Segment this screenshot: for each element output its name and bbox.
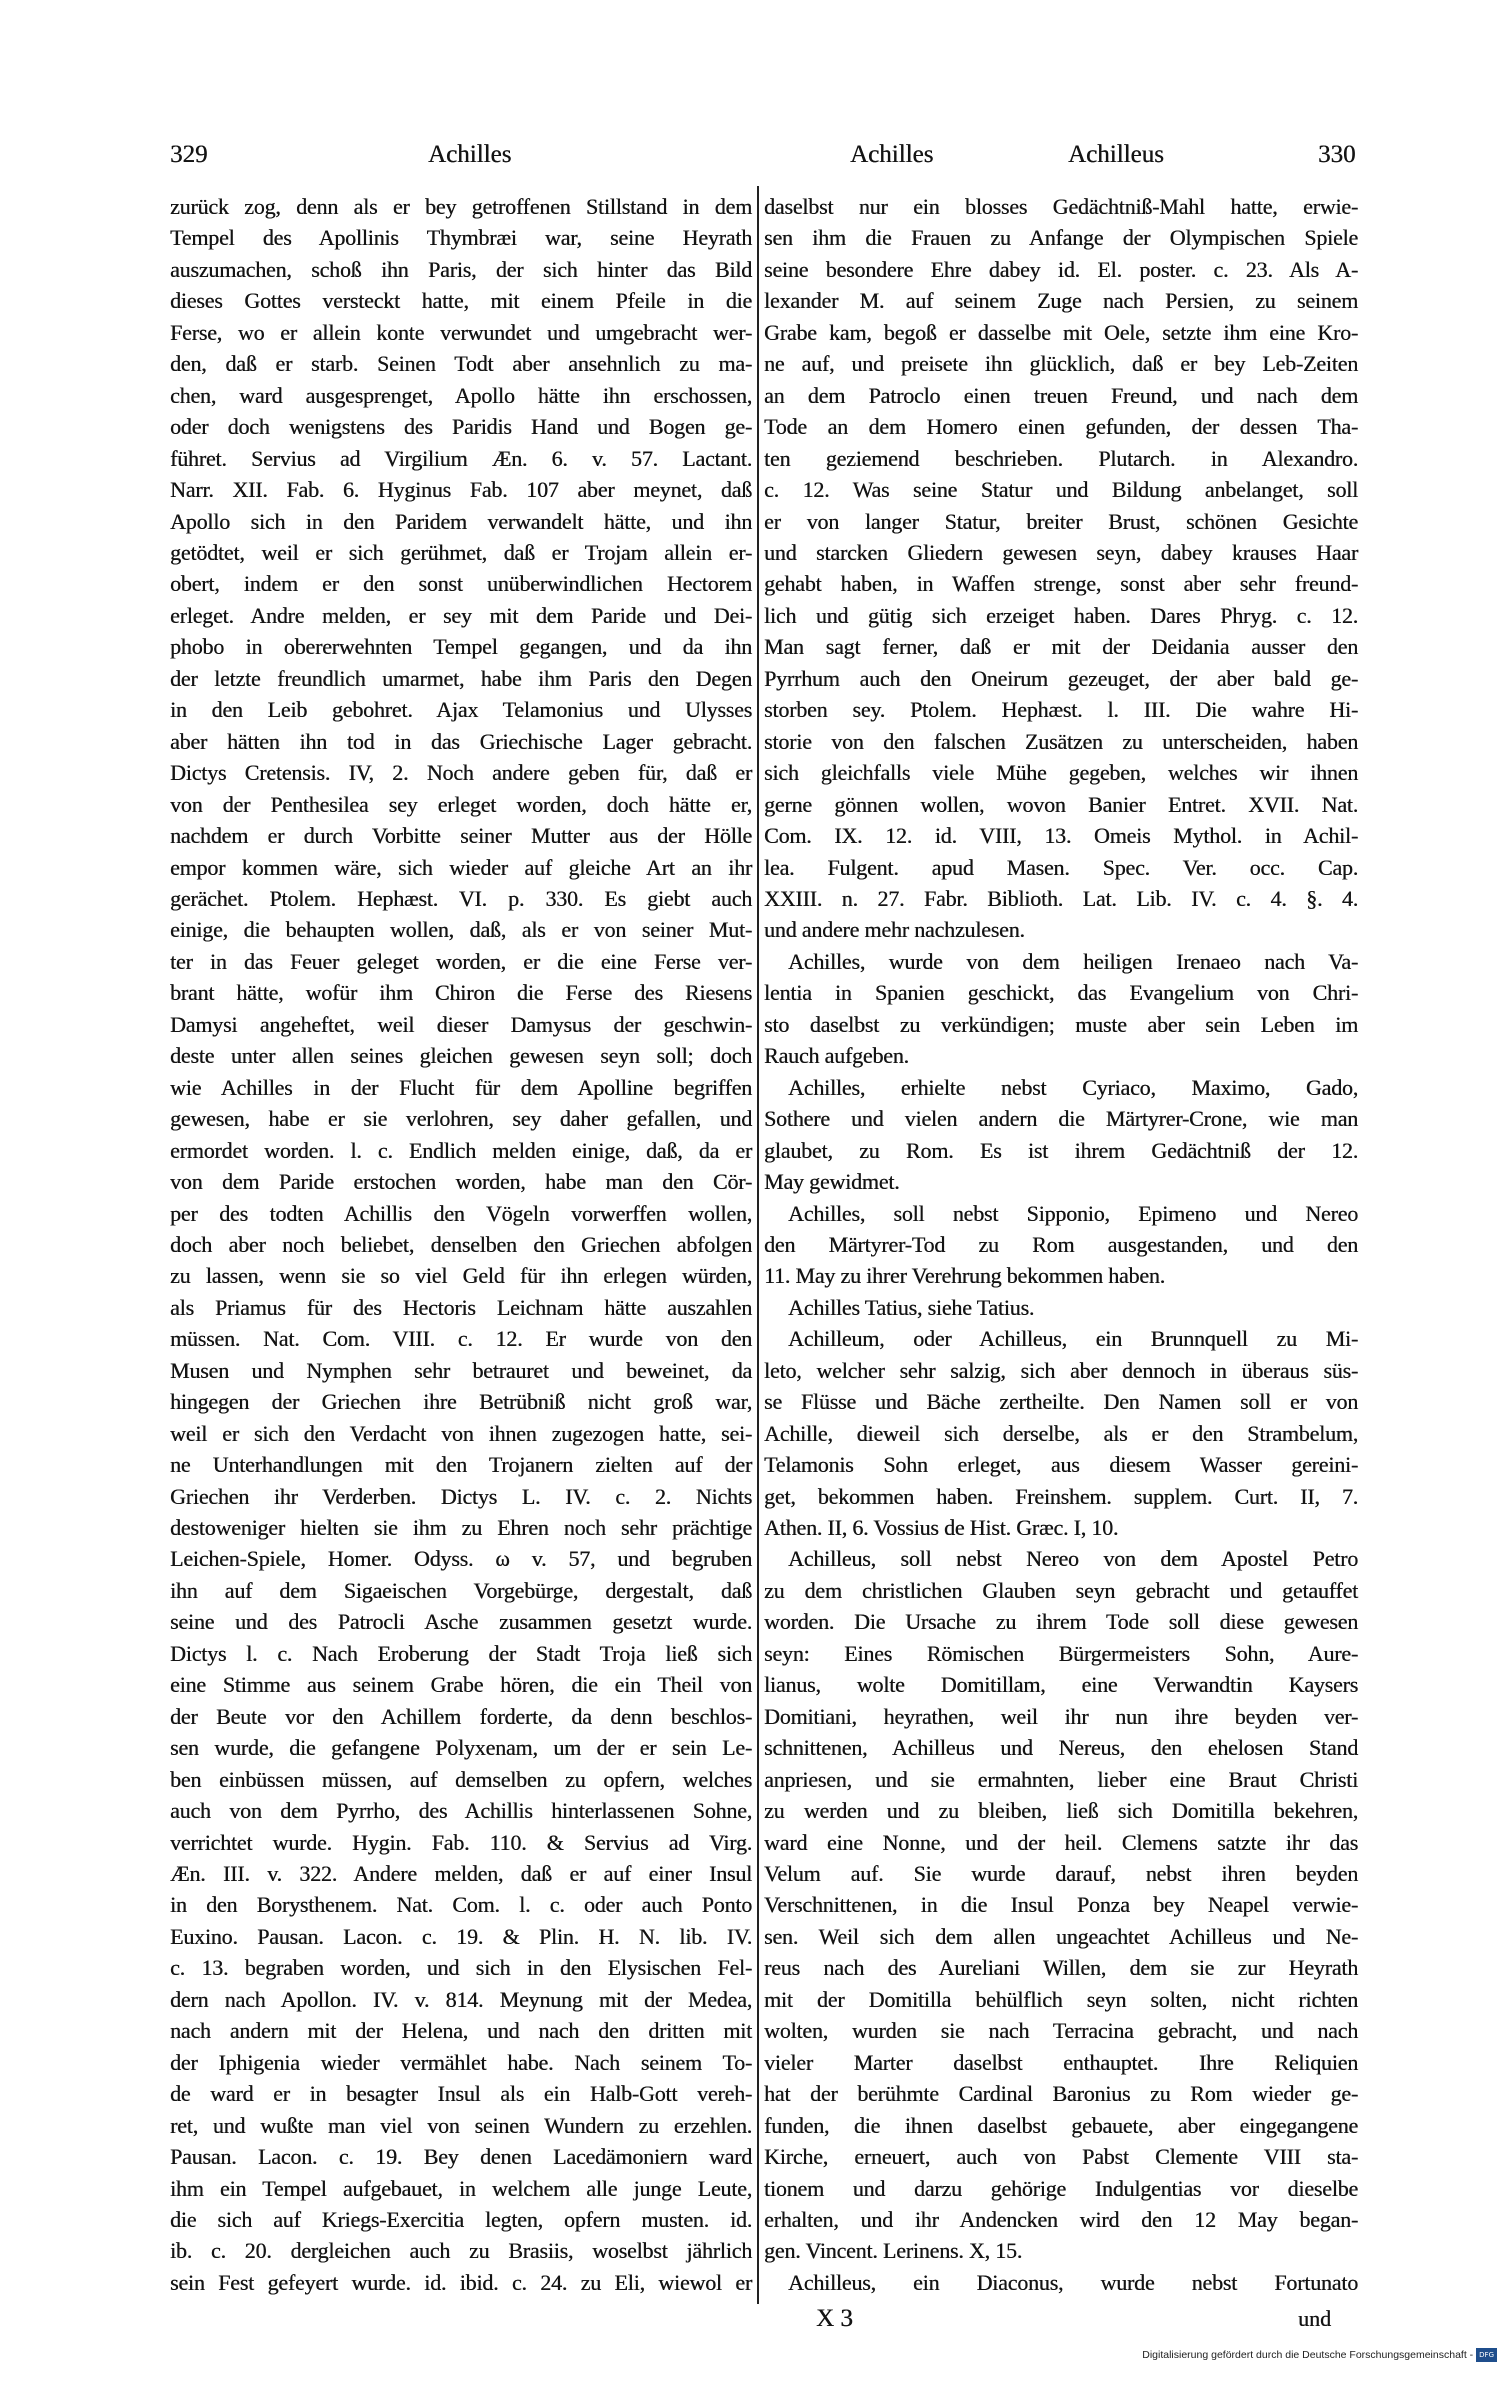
text-line: ib. c. 20. dergleichen auch zu Brasiis, woselbst jährlich [170,2238,752,2264]
entry-first-line: Achilleus, ein Diaconus, wurde nebst Fortunato [788,2269,1358,2295]
text-line: Æn. III. v. 322. Andere melden, daß er auf einer Insul [170,1861,752,1887]
text-line: ten geziemend beschrieben. Plutarch. in Alexandro. [764,445,1358,471]
text-line: c. 13. begraben worden, und sich in den Elysischen Fel- [170,1955,752,1981]
text-line: de ward er in besagter Insul als ein Halb-Gott vereh- [170,2081,752,2107]
text-line: Com. IX. 12. id. VIII, 13. Omeis Mythol. in Achil- [764,823,1358,849]
text-line: c. 12. Was seine Statur und Bildung anbelanget, soll [764,477,1358,503]
text-line: reus nach des Aureliani Willen, dem sie zur Heyrath [764,1955,1358,1981]
text-line: auszumachen, schoß ihn Paris, der sich hinter das Bild [170,256,752,282]
text-line: storben sey. Ptolem. Hephæst. l. III. Die wahre Hi- [764,697,1358,723]
text-line: an dem Patroclo einen treuen Freund, und nach dem [764,382,1358,408]
text-line: Verschnittenen, in die Insul Ponza bey Neapel verwie- [764,1892,1358,1918]
right-page-number: 330 [1318,141,1356,168]
text-line: der Iphigenia wieder vermählet habe. Nach seinem To- [170,2049,752,2075]
text-line: und andere mehr nachzulesen. [764,917,1025,943]
text-line: den Märtyrer-Tod zu Rom ausgestanden, und den [764,1231,1358,1257]
text-line: gerne gönnen wollen, wovon Banier Entret. XVII. Nat. [764,791,1358,817]
text-line: Domitiani, heyrathen, weil ihr nun ihre beyden ver- [764,1703,1358,1729]
text-line: weil er sich den Verdacht von ihnen zugezogen hatte, sei- [170,1420,752,1446]
text-line: die sich auf Kriegs-Exercitia legten, opfern musten. id. [170,2207,752,2232]
text-line: Ferse, wo er allein konte verwundet und umgebracht wer- [170,319,752,345]
right-text-column [764,191,1358,2298]
text-line: XXIII. n. 27. Fabr. Biblioth. Lat. Lib. IV. c. 4. §. 4. [764,885,1358,911]
text-line: mit der Domitilla behülflich seyn solten, nicht richten [764,1986,1358,2012]
text-line: Pausan. Lacon. c. 19. Bey denen Lacedämoniern ward [170,2144,752,2170]
text-line: deste unter allen seines gleichen gewesen seyn soll; doch [170,1043,752,1069]
text-line: zurück zog, denn als er bey getroffenen Stillstand in dem [170,194,752,219]
text-line: müssen. Nat. Com. VIII. c. 12. Er wurde von den [170,1326,752,1352]
text-line: funden, die ihnen daselbst gebauete, aber eingegangene [764,2112,1358,2138]
text-line: sen. Weil sich dem allen ungeachtet Achilleus und Ne- [764,1923,1358,1949]
text-line: destoweniger hielten sie ihm zu Ehren noch sehr prächtige [170,1515,752,1541]
text-line: anpriesen, und sie ermahnten, lieber eine Braut Christi [764,1766,1358,1792]
text-line: er von langer Statur, breiter Brust, schönen Gesichte [764,508,1358,534]
entry-first-line: Achilleus, soll nebst Nereo von dem Apostel Petro [788,1546,1358,1572]
text-line: ne auf, und preisete ihn glücklich, daß er bey Leb-Zeiten [764,351,1358,377]
text-line: dieses Gottes versteckt hatte, mit einem Pfeile in die [170,288,752,314]
text-line: dern nach Apollon. IV. v. 814. Meynung mit der Medea, [170,1986,752,2012]
text-line: verrichtet wurde. Hygin. Fab. 110. & Servius ad Virg. [170,1829,752,1855]
text-line: gen. Vincent. Lerinens. X, 15. [764,2238,1023,2264]
text-line: Tempel des Apollinis Thymbræi war, seine Heyrath [170,225,752,251]
text-line: seyn: Eines Römischen Bürgermeisters Sohn, Aure- [764,1640,1358,1666]
text-line: sen wurde, die gefangene Polyxenam, um der er sein Le- [170,1735,752,1761]
text-line: nach andern mit der Helena, und nach den dritten mit [170,2018,752,2044]
text-line: hat der berühmte Cardinal Baronius zu Rom wieder ge- [764,2081,1358,2107]
text-line: Damysi angeheftet, weil dieser Damysus der geschwin- [170,1011,752,1037]
text-line: storie von den falschen Zusätzen zu unterscheiden, haben [764,728,1358,754]
text-line: von der Penthesilea sey erleget worden, doch hätte er, [170,791,752,817]
text-line: wie Achilles in der Flucht für dem Apolline begriffen [170,1074,752,1100]
text-line: der letzte freundlich umarmet, habe ihm Paris den Degen [170,665,752,691]
dfg-logo-icon: DFG [1476,2348,1497,2362]
signature-mark: X 3 [816,2305,853,2332]
text-line: Rauch aufgeben. [764,1043,909,1069]
text-line: lentia in Spanien geschickt, das Evangelium von Chri- [764,980,1358,1006]
text-line: schnittenen, Achilleus und Nereus, den ehelosen Stand [764,1735,1358,1761]
text-line: vieler Marter daselbst enthauptet. Ihre Reliquien [764,2049,1358,2075]
text-line: lich und gütig sich erzeiget haben. Dares Phryg. c. 12. [764,602,1358,628]
text-line: leto, welcher sehr salzig, sich aber dennoch in überaus süs- [764,1357,1358,1383]
text-line: lea. Fulgent. apud Masen. Spec. Ver. occ. Cap. [764,854,1358,880]
text-line: brant hätte, wofür ihm Chiron die Ferse des Riesens [170,980,752,1006]
text-line: Griechen ihr Verderben. Dictys L. IV. c. 2. Nichts [170,1483,752,1509]
text-line: sein Fest gefeyert wurde. id. ibid. c. 24. zu Eli, wiewol er [170,2269,752,2295]
text-line: 11. May zu ihrer Verehrung bekommen haben. [764,1263,1165,1289]
entry-first-line: Achilles Tatius, siehe Tatius. [788,1294,1035,1320]
text-line: seine besondere Ehre dabey id. El. poster. c. 23. Als A- [764,256,1358,282]
text-line: Man sagt ferner, daß er mit der Deidania ausser den [764,634,1358,660]
text-line: erleget. Andre melden, er sey mit dem Paride und Dei- [170,602,752,628]
text-line: se Flüsse und Bäche zertheilte. Den Namen soll er von [764,1389,1358,1415]
text-line: in den Leib gebohret. Ajax Telamonius und Ulysses [170,697,752,723]
text-line: Achille, dieweil sich derselbe, als er den Strambelum, [764,1420,1358,1446]
text-line: und starcken Gliedern gewesen seyn, dabey krauses Haar [764,539,1358,565]
text-line: Leichen-Spiele, Homer. Odyss. ω v. 57, und begruben [170,1546,752,1572]
text-line: zu werden und zu bleiben, ließ sich Domitilla bekehren, [764,1798,1358,1824]
text-line: ermordet worden. l. c. Endlich melden einige, daß, da er [170,1137,752,1163]
text-line: Velum auf. Sie wurde darauf, nebst ihren beyden [764,1861,1358,1887]
text-line: lexander M. auf seinem Zuge nach Persien, zu seinem [764,288,1358,314]
right-running-head-last: Achilleus [1068,141,1164,168]
text-line: ne Unterhandlungen mit den Trojanern zielten auf der [170,1452,752,1478]
text-line: Telamonis Sohn erleget, aus diesem Wasser gereini- [764,1452,1358,1478]
text-line: May gewidmet. [764,1169,900,1195]
text-line: getödtet, weil er sich gerühmet, daß er Trojam allein er- [170,539,752,565]
text-line: ben einbüssen müssen, auf demselben zu opfern, welches [170,1766,752,1792]
text-line: gewesen, habe er sie verlohren, sey daher gefallen, und [170,1106,752,1132]
text-line: von dem Paride erstochen worden, habe man den Cör- [170,1169,752,1195]
text-line: sich gleichfalls viele Mühe gegeben, welches wir ihnen [764,760,1358,786]
text-line: Pyrrhum auch den Oneirum gezeuget, der aber bald ge- [764,665,1358,691]
text-line: zu dem christlichen Glauben seyn gebracht und getauffet [764,1577,1358,1603]
text-line: aber hätten ihn tod in das Griechische Lager gebracht. [170,728,752,754]
left-running-head: Achilles [428,141,512,168]
catchword: und [1298,2306,1331,2331]
text-line: Sothere und vielen andern die Märtyrer-Crone, wie man [764,1106,1358,1132]
text-line: wolten, wurden sie nach Terracina gebracht, und nach [764,2018,1358,2044]
text-line: chen, ward ausgesprenget, Apollo hätte ihn erschossen, [170,382,752,408]
text-line: Tode an dem Homero einen gefunden, der dessen Tha- [764,414,1358,440]
text-line: zu lassen, wenn sie so viel Geld für ihn erlegen würden, [170,1263,752,1289]
text-line: obert, indem er den sonst unüberwindlichen Hectorem [170,571,752,597]
funding-note [1142,2347,1497,2363]
text-line: lianus, wolte Domitillam, eine Verwandtin Kaysers [764,1672,1358,1698]
text-line: Apollo sich in den Paridem verwandelt hätte, und ihn [170,508,752,534]
text-line: hingegen der Griechen ihre Betrübniß nicht groß war, [170,1389,752,1415]
text-line: Grabe kam, begoß er dasselbe mit Oele, setzte ihm eine Kro- [764,319,1358,345]
text-line: daselbst nur ein blosses Gedächtniß-Mahl hatte, erwie- [764,194,1358,219]
text-line: nachdem er durch Vorbitte seiner Mutter aus der Hölle [170,823,752,849]
entry-first-line: Achilles, wurde von dem heiligen Irenaeo nach Va- [788,948,1358,974]
text-line: Dictys l. c. Nach Eroberung der Stadt Troja ließ sich [170,1640,752,1666]
text-line: Euxino. Pausan. Lacon. c. 19. & Plin. H. N. lib. IV. [170,1923,752,1949]
text-line: Musen und Nymphen sehr betrauret und beweinet, da [170,1357,752,1383]
text-line: Dictys Cretensis. IV, 2. Noch andere geben für, daß er [170,760,752,786]
text-line: ward eine Nonne, und der heil. Clemens satzte ihr das [764,1829,1358,1855]
funding-note-text: Digitalisierung gefördert durch die Deutsche Forschungsgemeinschaft - [1142,2349,1474,2361]
entry-first-line: Achilles, erhielte nebst Cyriaco, Maximo, Gado, [788,1074,1358,1100]
text-line: Kirche, erneuert, auch von Pabst Clemente VIII sta- [764,2144,1358,2170]
entry-first-line: Achilleum, oder Achilleus, ein Brunnquell zu Mi- [788,1326,1358,1352]
text-line: ihn auf dem Sigaeischen Vorgebürge, dergestalt, daß [170,1577,752,1603]
text-line: sto daselbst zu verkündigen; muste aber sein Leben im [764,1011,1358,1037]
text-line: als Priamus für des Hectoris Leichnam hätte auszahlen [170,1294,752,1320]
text-line: worden. Die Ursache zu ihrem Tode soll diese gewesen [764,1609,1358,1635]
text-line: ret, und wußte man viel von seinen Wundern zu erzehlen. [170,2112,752,2138]
text-line: in den Borysthenem. Nat. Com. l. c. oder auch Ponto [170,1892,752,1918]
right-running-head-first: Achilles [850,141,934,168]
text-line: auch von dem Pyrrho, des Achillis hinterlassenen Sohne, [170,1798,752,1824]
text-line: doch aber noch beliebet, denselben den Griechen abfolgen [170,1231,752,1257]
text-line: erhalten, und ihr Andencken wird den 12 May began- [764,2207,1358,2232]
text-line: einige, die behaupten wollen, daß, als er von seiner Mut- [170,917,752,943]
text-line: Narr. XII. Fab. 6. Hyginus Fab. 107 aber meynet, daß [170,477,752,503]
text-line: get, bekommen haben. Freinshem. supplem. Curt. II, 7. [764,1483,1358,1509]
column-divider-rule [757,186,759,2304]
text-line: glaubet, zu Rom. Es ist ihrem Gedächtniß der 12. [764,1137,1358,1163]
text-line: den, daß er starb. Seinen Todt aber ansehnlich zu ma- [170,351,752,377]
text-line: gerächet. Ptolem. Hephæst. VI. p. 330. Es giebt auch [170,885,752,911]
text-line: führet. Servius ad Virgilium Æn. 6. v. 57. Lactant. [170,445,752,471]
text-line: der Beute vor den Achillem forderte, da denn beschlos- [170,1703,752,1729]
text-line: oder doch wenigstens des Paridis Hand und Bogen ge- [170,414,752,440]
text-line: sen ihm die Frauen zu Anfange der Olympischen Spiele [764,225,1358,251]
text-line: ter in das Feuer geleget worden, er die eine Ferse ver- [170,948,752,974]
text-line: tionem und darzu gehörige Indulgentias vor dieselbe [764,2175,1358,2201]
text-line: phobo in obererwehnten Tempel gegangen, und da ihn [170,634,752,660]
text-line: seine und des Patrocli Asche zusammen gesetzt wurde. [170,1609,752,1635]
text-line: gehabt haben, in Waffen strenge, sonst aber sehr freund- [764,571,1358,597]
left-text-column [170,191,752,2298]
text-line: ihm ein Tempel aufgebauet, in welchem alle junge Leute, [170,2175,752,2201]
text-line: per des todten Achillis den Vögeln vorwerffen wollen, [170,1200,752,1226]
entry-first-line: Achilles, soll nebst Sipponio, Epimeno und Nereo [788,1200,1358,1226]
left-page-number: 329 [170,141,208,168]
text-line: Athen. II, 6. Vossius de Hist. Græc. I, 10. [764,1515,1119,1541]
text-line: eine Stimme aus seinem Grabe hören, die ein Theil von [170,1672,752,1698]
text-line: empor kommen wäre, sich wieder auf gleiche Art an ihr [170,854,752,880]
